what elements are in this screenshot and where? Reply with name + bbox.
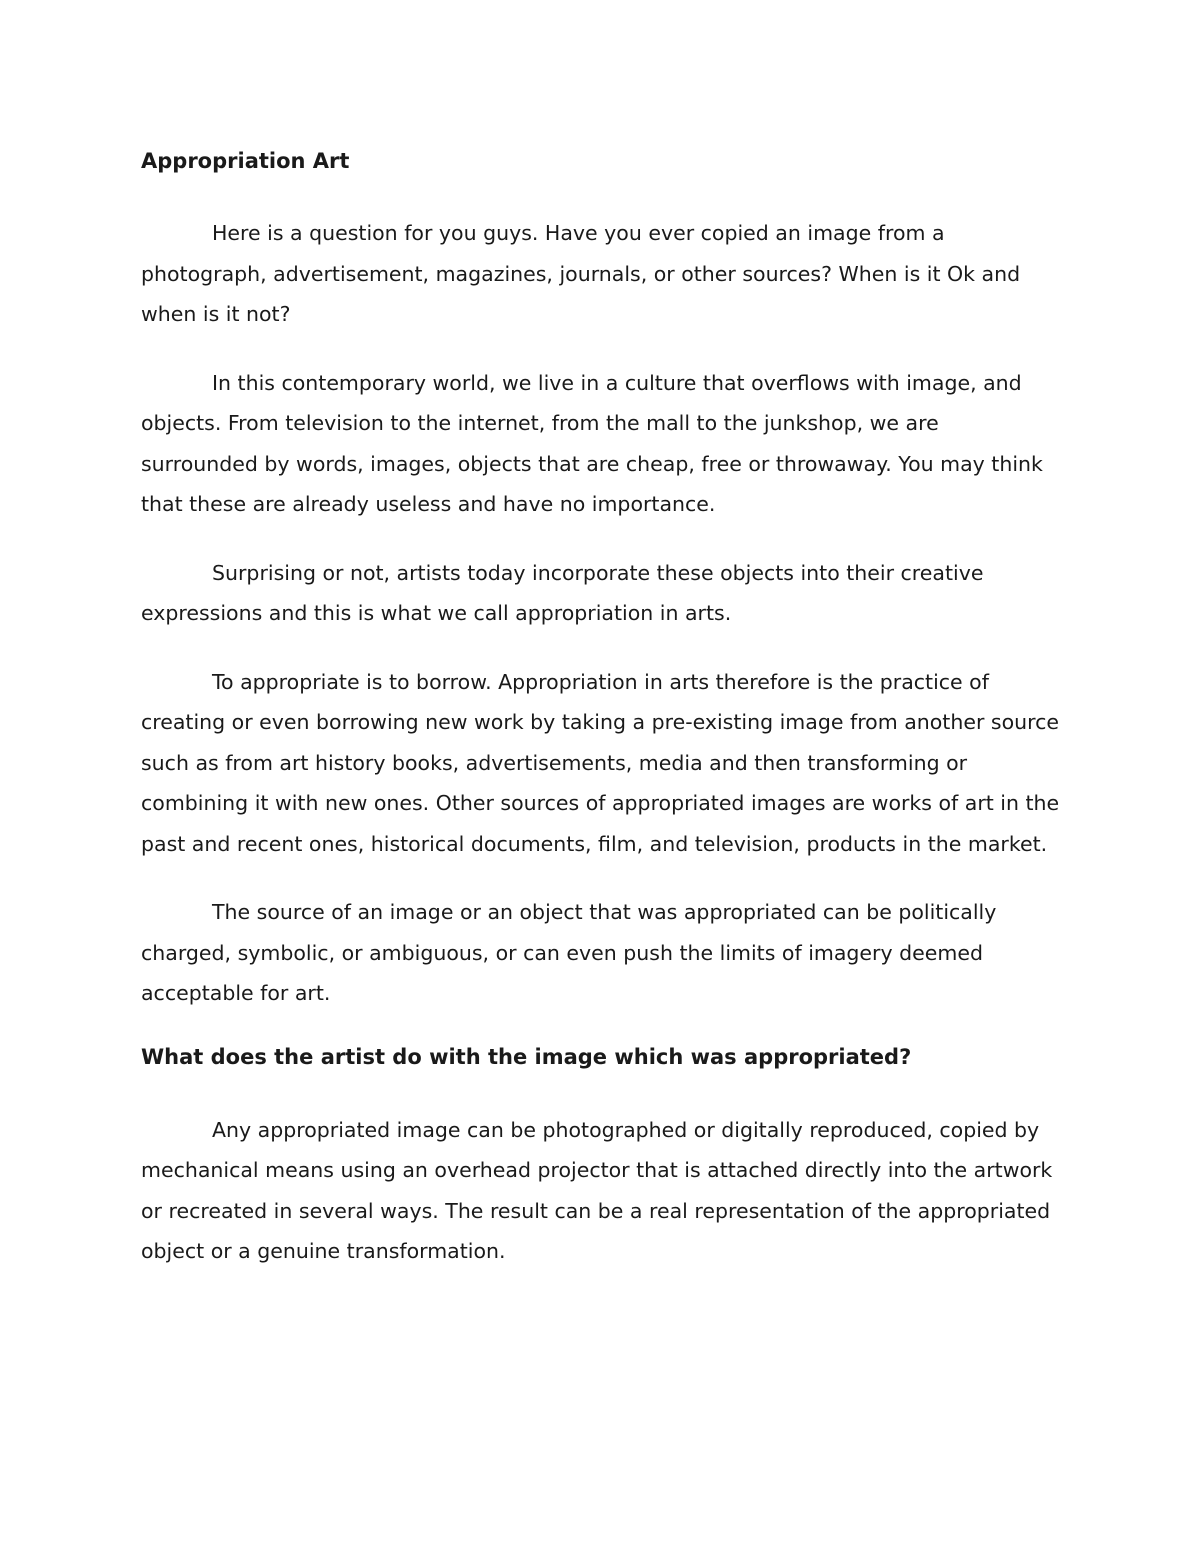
- paragraph-question: Here is a question for you guys. Have you ever copied an image from a photograph, advertisement, magazines, journals, or other sources? When is it Ok and when is it not?: [141, 221, 1021, 326]
- section-subheading: What does the artist do with the image which was appropriated?: [141, 1044, 912, 1069]
- paragraph-contemporary-world: In this contemporary world, we live in a culture that overflows with image, and objects. From television to the internet, from the mall to the junkshop, we are surrounded by words, images, objects that are cheap, free or throwaway. You may think that these are already useless and have no importance.: [141, 370, 1043, 516]
- document-title: Appropriation Art: [141, 149, 350, 173]
- paragraph-closing: Any appropriated image can be photographed or digitally reproduced, copied by mechanical means using an overhead projector that is attached directly into the artwork or recreated in several ways. The result can be a real representation of the appropriated object or a genuine transformation.: [141, 1117, 1053, 1263]
- paragraph-surprising: Surprising or not, artists today incorporate these objects into their creative expressions and this is what we call appropriation in arts.: [141, 560, 984, 625]
- paragraph-source: The source of an image or an object that was appropriated can be politically charged, symbolic, or ambiguous, or can even push the limits of imagery deemed acceptable for art.: [141, 900, 997, 1005]
- paragraph-definition: To appropriate is to borrow. Appropriation in arts therefore is the practice of creating or even borrowing new work by taking a pre-existing image from another source such as from art history books, advertisements, media and then transforming or combining it with new ones. Other sources of appropriated images are works of art in the past and recent ones, historical documents, film, and television, products in the market.: [141, 669, 1060, 856]
- document-page: [141, 146, 1061, 1300]
